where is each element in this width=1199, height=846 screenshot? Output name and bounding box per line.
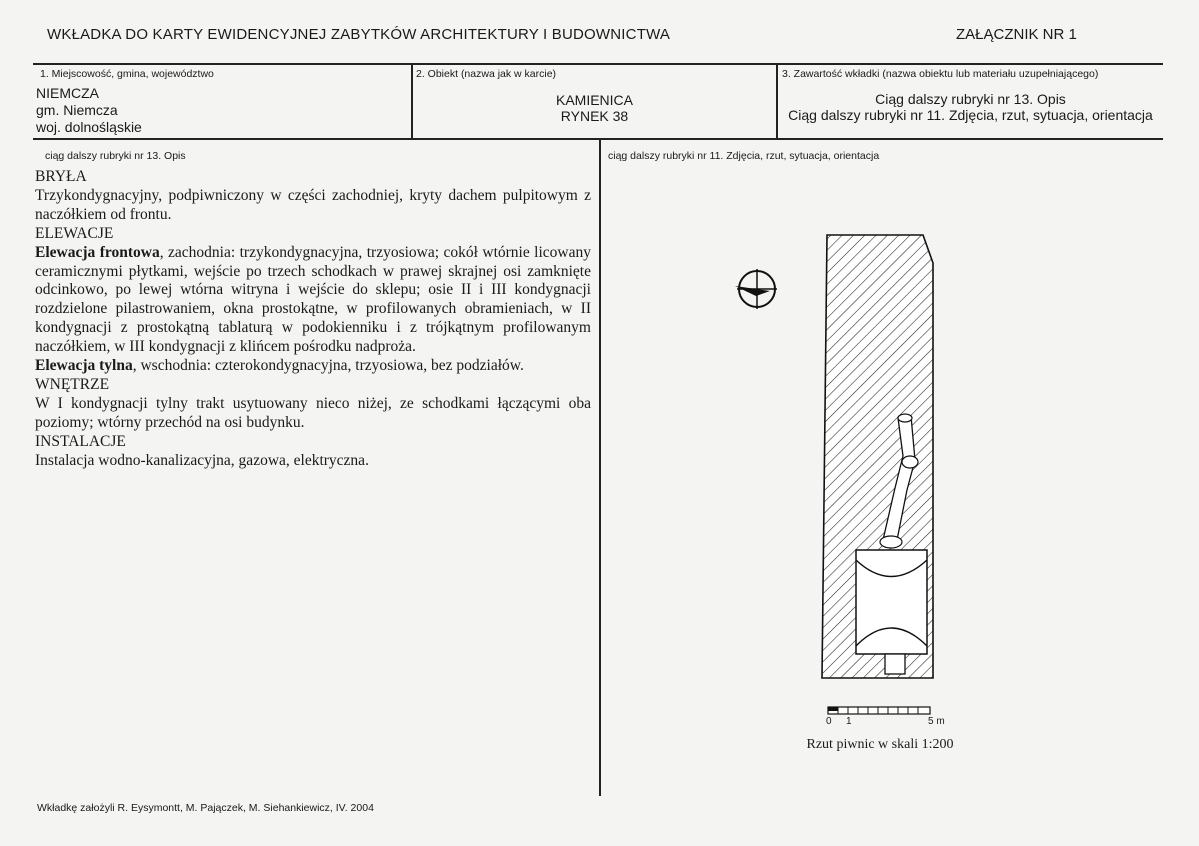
scale-bar <box>826 703 936 717</box>
locality-town: NIEMCZA <box>36 85 99 101</box>
front-elevation <box>35 244 591 357</box>
object-label: 2. Obiekt (nazwa jak w karcie) <box>416 68 557 80</box>
front-elevation-title: Elewacja frontowa <box>35 243 160 261</box>
heading-wnetrze: WNĘTRZE <box>35 375 110 393</box>
contents-label: 3. Zawartość wkładki (nazwa obiektu lub materiału uzupełniającego) <box>782 68 1099 80</box>
rear-elevation-text: , wschodnia: czterokondygnacyjna, trzyosiowa, bez podziałów. <box>132 357 524 375</box>
annex-number: ZAŁĄCZNIK NR 1 <box>956 26 1077 43</box>
contents-line-2: Ciąg dalszy rubryki nr 11. Zdjęcia, rzut, sytuacja, orientacja <box>788 107 1153 123</box>
plan-caption: Rzut piwnic w skali 1:200 <box>806 737 954 752</box>
bryla-text: Trzykondygnacyjny, podpiwniczony w części zachodniej, kryty dachem pulpitowym z naczółkiem od frontu. <box>35 186 591 223</box>
scale-label-5m: 5 m <box>928 716 945 727</box>
scale-label-1: 1 <box>846 716 852 727</box>
contents-line-1: Ciąg dalszy rubryki nr 13. Opis <box>875 91 1066 107</box>
object-name: KAMIENICA <box>555 92 633 108</box>
instalacje-text: Instalacja wodno-kanalizacyjna, gazowa, elektryczna. <box>35 451 369 469</box>
heading-bryla: BRYŁA <box>35 168 87 185</box>
authors-footer: Wkładkę założyli R. Eysymontt, M. Pajączek, M. Siehankiewicz, IV. 2004 <box>37 802 374 814</box>
rear-elevation-title: Elewacja tylna <box>35 357 133 375</box>
heading-elewacje: ELEWACJE <box>35 224 114 242</box>
scale-label-0: 0 <box>826 716 832 727</box>
header-top-rule <box>33 63 1163 65</box>
north-arrow-icon <box>732 266 782 312</box>
cellar-floor-plan <box>815 228 943 684</box>
right-section-label: ciąg dalszy rubryki nr 11. Zdjęcia, rzut, sytuacja, orientacja <box>608 150 880 162</box>
header-bottom-rule <box>33 138 1163 140</box>
object-address: RYNEK 38 <box>560 108 629 124</box>
column-divider <box>599 140 601 796</box>
document-title: WKŁADKA DO KARTY EWIDENCYJNEJ ZABYTKÓW ARCHITEKTURY I BUDOWNICTWA <box>47 26 671 43</box>
locality-label: 1. Miejscowość, gmina, województwo <box>40 68 214 80</box>
rear-elevation <box>35 357 591 376</box>
wnetrze-text: W I kondygnacji tylny trakt usytuowany nieco niżej, ze schodkami łączącymi oba poziomy; wtórny przechód na osi budynku. <box>35 394 591 431</box>
description-text <box>35 168 591 471</box>
heading-instalacje: INSTALACJE <box>35 432 126 450</box>
front-elevation-text: , zachodnia: trzykondygnacyjna, trzyosiowa; cokół wtórnie licowany ceramicznymi płytkami, wejście po trzech schodkach w prawej skrajnej osi zamknięte odcinkowo, po lewej wtórna witryna i wejście do sklepu; osie II i III kondygnacji rozdzielone pilastrowaniem, okna prostokątne, w profilowanych obramieniach, w II kondygnacji z prostokątną tablaturą w podokienniku i z trójkątnym profilowanym naczółkiem, w III kondygnacji z klińcem pośrodku nadproża. <box>35 243 591 356</box>
left-section-label: ciąg dalszy rubryki nr 13. Opis <box>45 150 186 162</box>
locality-commune: gm. Niemcza <box>36 102 118 118</box>
locality-voivodeship: woj. dolnośląskie <box>36 119 142 135</box>
